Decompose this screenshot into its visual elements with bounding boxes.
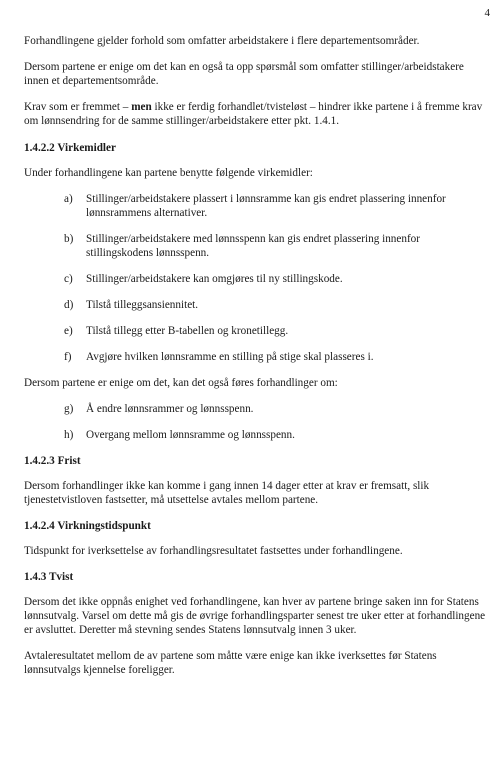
paragraph-dispute-1: Dersom det ikke oppnås enighet ved forhandlingene, kan hver av partene bringe saken inn for Statens lønnsutvalg. Varsel om dette må gis de øvrige forhandlingsparter senest tre uker etter at forhandlingene er avsluttet. Deretter må stevning sendes Statens lønnsutvalg innen 3 uker. — [24, 596, 486, 636]
list-marker: b) — [64, 233, 74, 245]
list-marker: a) — [64, 193, 73, 205]
list-item-text: Stillinger/arbeidstakere plassert i lønnsramme kan gis endret plassering innenfor lønnsrammens alternativer. — [86, 193, 446, 219]
heading-1-4-3: 1.4.3 Tvist — [24, 571, 74, 583]
list-item-text: Tilstå tillegg etter B-tabellen og kronetillegg. — [86, 325, 289, 337]
claims-text-end: ikke er ferdig forhandlet/tvisteløst – hindrer ikke partene i å fremme krav om lønnsendring for de samme stillinger/arbeidstakere etter pkt. 1.4.1. — [24, 101, 483, 127]
document-body — [24, 34, 488, 689]
list-item-text: Stillinger/arbeidstakere med lønnsspenn kan gis endret plassering innenfor stillingskodens lønnsspenn. — [86, 233, 420, 259]
list-item — [24, 428, 488, 442]
page-number: 4 — [484, 7, 490, 19]
claims-text-bold: men — [131, 101, 152, 113]
list-item — [24, 232, 488, 260]
list-item-text: Å endre lønnsrammer og lønnsspenn. — [86, 403, 254, 415]
means-list — [24, 192, 488, 364]
negotiation-list — [24, 402, 488, 442]
paragraph-negotiation-lead: Dersom partene er enige om det, kan det også føres forhandlinger om: — [24, 377, 338, 389]
heading-1-4-2-2: 1.4.2.2 Virkemidler — [24, 142, 116, 154]
list-item — [24, 324, 488, 338]
paragraph-intro-2: Dersom partene er enige om det kan en også ta opp spørsmål som omfatter stillinger/arbeidstakere innen et departementsområde. — [24, 61, 464, 87]
paragraph-claims — [24, 100, 488, 128]
heading-1-4-2-3: 1.4.2.3 Frist — [24, 455, 81, 467]
list-item — [24, 272, 488, 286]
list-marker: e) — [64, 325, 73, 337]
list-marker: d) — [64, 299, 74, 311]
list-item — [24, 402, 488, 416]
list-item-text: Avgjøre hvilken lønnsramme en stilling på stige skal plasseres i. — [86, 351, 374, 363]
list-marker: g) — [64, 403, 74, 415]
paragraph-intro-1: Forhandlingene gjelder forhold som omfatter arbeidstakere i flere departementsområder. — [24, 35, 420, 47]
paragraph-means-lead: Under forhandlingene kan partene benytte følgende virkemidler: — [24, 167, 313, 179]
paragraph-effective-date: Tidspunkt for iverksettelse av forhandlingsresultatet fastsettes under forhandlingene. — [24, 545, 403, 557]
heading-1-4-2-4: 1.4.2.4 Virkningstidspunkt — [24, 520, 151, 532]
paragraph-deadline: Dersom forhandlinger ikke kan komme i gang innen 14 dager etter at krav er fremsatt, slik tjenestetvistloven fastsetter, må utsettelse avtales mellom partene. — [24, 480, 430, 506]
list-item — [24, 192, 488, 220]
list-marker: h) — [64, 429, 74, 441]
list-item-text: Tilstå tilleggsansiennitet. — [86, 299, 199, 311]
list-marker: f) — [64, 351, 72, 363]
list-item — [24, 350, 488, 364]
claims-text-start: Krav som er fremmet – — [24, 101, 132, 113]
list-item — [24, 298, 488, 312]
list-item-text: Stillinger/arbeidstakere kan omgjøres til ny stillingskode. — [86, 273, 343, 285]
paragraph-dispute-2: Avtaleresultatet mellom de av partene som måtte være enige kan ikke iverksettes før Statens lønnsutvalgs kjennelse foreligger. — [24, 650, 437, 676]
list-marker: c) — [64, 273, 73, 285]
list-item-text: Overgang mellom lønnsramme og lønnsspenn. — [86, 429, 295, 441]
